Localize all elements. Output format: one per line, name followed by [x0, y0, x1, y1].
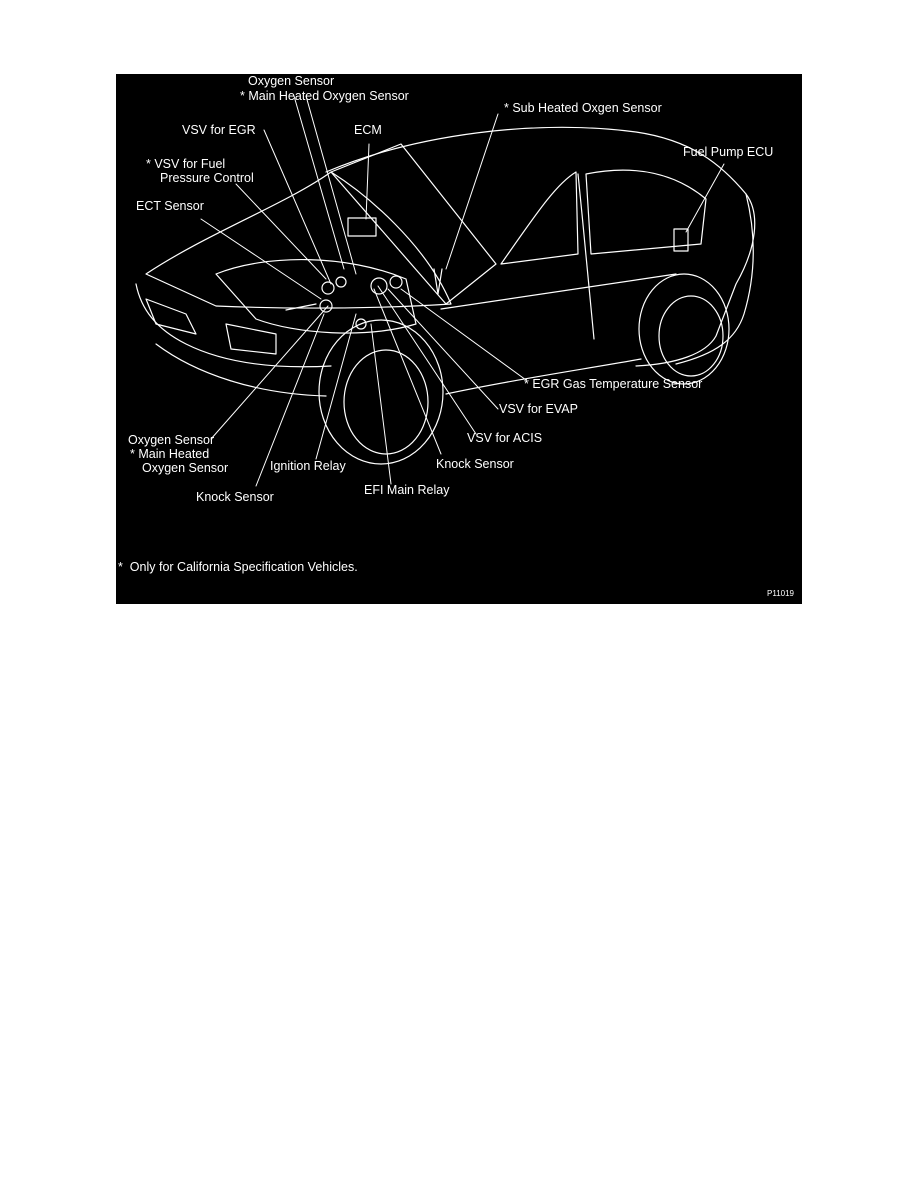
label-ect-sensor: ECT Sensor	[136, 199, 204, 213]
label-ignition-relay: Ignition Relay	[270, 459, 346, 473]
engine-bay	[216, 260, 416, 333]
rear-wheel	[659, 296, 723, 376]
engine-component-2	[336, 277, 346, 287]
windshield	[331, 144, 496, 304]
component-location-diagram	[116, 74, 802, 604]
label-fuel-pump-ecu: Fuel Pump ECU	[683, 145, 774, 159]
label-main-heated-bottom-line2: Oxygen Sensor	[142, 461, 229, 475]
grille-right	[226, 324, 276, 354]
label-ecm: ECM	[354, 123, 382, 137]
front-window	[501, 172, 578, 264]
door-line-1	[578, 174, 594, 339]
engine-component-1	[322, 282, 334, 294]
label-main-heated-bottom-line1: * Main Heated	[130, 447, 210, 461]
label-knock-sensor-right: Knock Sensor	[436, 457, 514, 471]
label-oxygen-sensor-top: Oxygen Sensor	[248, 74, 335, 88]
footnote: * Only for California Specification Vehicles.	[118, 560, 358, 574]
figure-id: P11019	[767, 589, 794, 598]
ecm-module	[348, 218, 376, 236]
rear-wheel-arch	[639, 274, 729, 384]
label-vsv-for-fuel-line2: Pressure Control	[160, 171, 254, 185]
engine-component-3	[371, 278, 387, 294]
grille-left	[146, 299, 196, 334]
label-knock-sensor-left: Knock Sensor	[196, 490, 274, 504]
label-oxygen-sensor-bottom: Oxygen Sensor	[128, 433, 215, 447]
front-wheel	[344, 350, 428, 454]
lower-bumper	[156, 344, 326, 396]
label-efi-main-relay: EFI Main Relay	[364, 483, 450, 497]
label-egr-gas-temperature-sensor: * EGR Gas Temperature Sensor	[524, 377, 703, 391]
engine-component-4	[390, 276, 402, 288]
front-wheel-arch	[319, 320, 443, 464]
label-main-heated-oxygen-sensor-top: * Main Heated Oxygen Sensor	[240, 89, 409, 103]
label-vsv-for-evap: VSV for EVAP	[499, 402, 578, 416]
engine-component-5	[320, 300, 332, 312]
label-sub-heated-oxygen-sensor: * Sub Heated Oxgen Sensor	[504, 101, 662, 115]
label-vsv-for-fuel-line1: * VSV for Fuel	[146, 157, 226, 171]
label-vsv-for-egr: VSV for EGR	[182, 123, 256, 137]
exhaust-part	[286, 304, 316, 310]
hood	[146, 172, 451, 308]
label-vsv-for-acis: VSV for ACIS	[467, 431, 543, 445]
egr-sensor-part	[434, 269, 442, 294]
